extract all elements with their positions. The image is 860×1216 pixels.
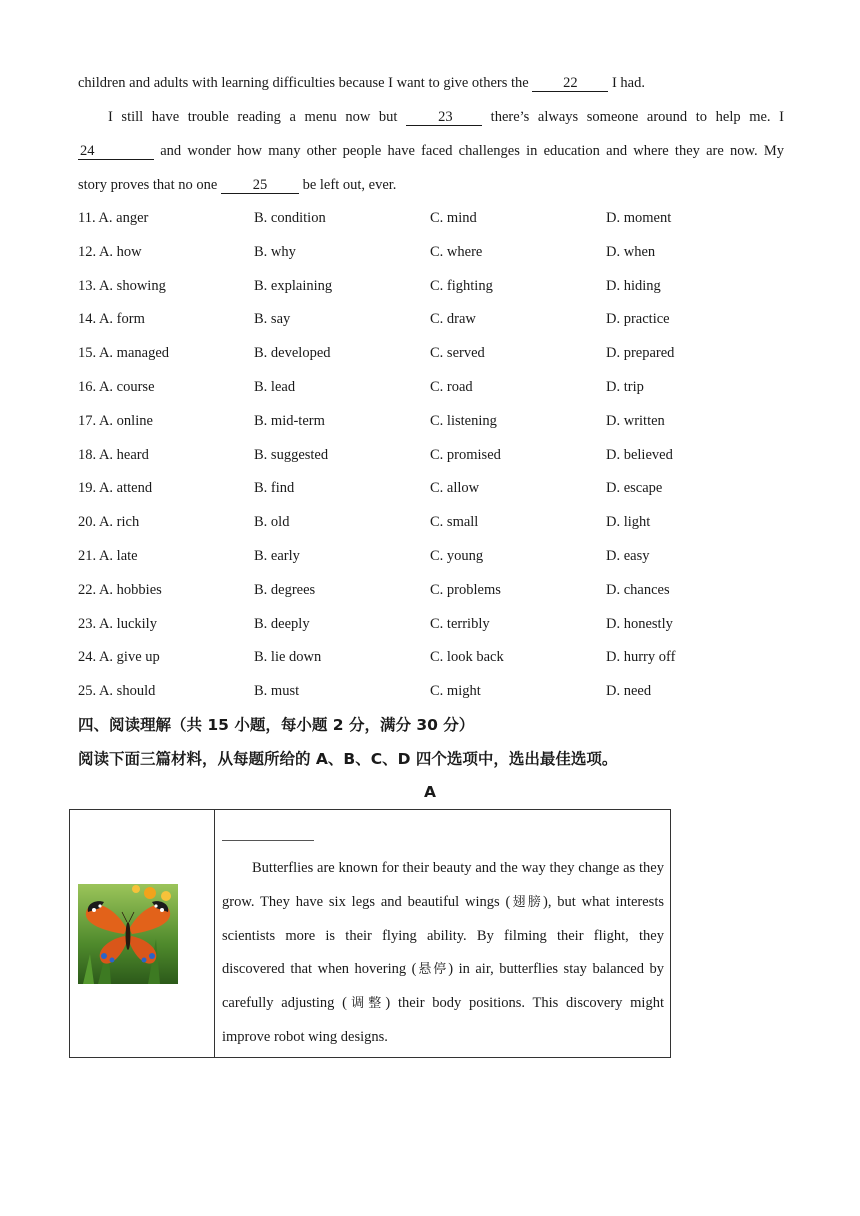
option-choice[interactable]: C. young	[430, 547, 484, 564]
option-choice[interactable]: C. look back	[430, 649, 504, 666]
option-choice[interactable]: C. mind	[430, 210, 477, 226]
question-options-row	[78, 269, 784, 303]
passage-paragraph-line	[78, 100, 784, 134]
blank-22[interactable]: 22	[532, 75, 608, 92]
question-options-row	[78, 640, 784, 674]
option-choice[interactable]: B. must	[254, 683, 300, 700]
question-options-row	[78, 302, 784, 336]
question-options-row	[78, 404, 784, 438]
option-choice[interactable]: 13. A. showing	[78, 277, 166, 294]
option-choice[interactable]: D. chances	[606, 581, 670, 598]
option-choice[interactable]: B. early	[254, 547, 300, 564]
option-choice[interactable]: 21. A. late	[78, 547, 138, 564]
option-choice[interactable]: B. degrees	[254, 581, 316, 598]
section-heading: 四、阅读理解（共 15 小题，每小题 2 分，满分 30 分）	[78, 716, 475, 734]
option-choice[interactable]: B. old	[254, 514, 290, 531]
section-instructions: 阅读下面三篇材料，从每题所给的 A、B、C、D 四个选项中，选出最佳选项。	[78, 750, 618, 768]
option-choice[interactable]: D. believed	[606, 446, 673, 463]
option-choice[interactable]: C. where	[430, 243, 483, 260]
option-choice[interactable]: C. terribly	[430, 615, 490, 632]
option-choice[interactable]: 19. A. attend	[78, 480, 153, 497]
option-choice[interactable]: D. easy	[606, 547, 650, 564]
option-choice[interactable]: D. moment	[606, 210, 672, 226]
table-divider	[214, 810, 215, 1057]
option-choice[interactable]: 14. A. form	[78, 311, 145, 328]
butterfly-image	[78, 884, 178, 984]
option-choice[interactable]: C. served	[430, 345, 485, 362]
option-choice[interactable]: C. promised	[430, 446, 501, 463]
question-options-row	[78, 370, 784, 404]
option-choice[interactable]: C. might	[430, 683, 481, 700]
text-segment: children and adults with learning difficulties because I want to give others the	[78, 75, 533, 91]
text-segment: be left out, ever.	[298, 177, 397, 193]
option-choice[interactable]: D. hiding	[606, 277, 661, 294]
option-choice[interactable]: C. road	[430, 378, 473, 395]
option-choice[interactable]: D. escape	[606, 480, 663, 497]
option-choice[interactable]: C. fighting	[430, 277, 493, 294]
option-choice[interactable]: D. practice	[606, 311, 670, 328]
option-choice[interactable]: D. honestly	[606, 615, 673, 632]
question-options-row	[78, 471, 784, 505]
question-options-row	[78, 336, 784, 370]
chinese-gloss: 调整	[347, 996, 386, 1012]
butterfly-passage	[222, 852, 664, 1055]
question-options-row	[78, 539, 784, 573]
text-segment: ) their body positions. This discovery might improve robot wing designs.	[222, 995, 664, 1045]
question-options-row	[78, 674, 784, 708]
text-segment: ), but what interests scientists more is their flying ability. By filming their flight, they discovered that when hovering (	[222, 893, 664, 978]
passage-paragraph-line	[78, 168, 784, 202]
blank-23[interactable]: 23	[406, 109, 482, 126]
question-options-row	[78, 438, 784, 472]
option-choice[interactable]: B. explaining	[254, 277, 333, 294]
question-options-row	[78, 201, 784, 235]
option-choice[interactable]: D. when	[606, 243, 656, 260]
text-segment: ) in air, butterflies stay balanced by carefully adjusting (	[222, 961, 664, 1012]
option-choice[interactable]: 12. A. how	[78, 243, 142, 260]
blank-25[interactable]: 25	[221, 177, 299, 194]
blank-24[interactable]: 24	[78, 143, 154, 160]
passage-title-blank	[222, 840, 314, 841]
option-choice[interactable]: B. condition	[254, 210, 326, 226]
option-choice[interactable]: 11. A. anger	[78, 210, 149, 226]
passage-paragraph-line	[78, 134, 784, 168]
option-choice[interactable]: 22. A. hobbies	[78, 581, 162, 598]
option-choice[interactable]: B. deeply	[254, 615, 310, 632]
text-segment: and wonder how many other people have faced challenges in education and where they are now. My	[154, 143, 784, 159]
passage-continuation-line	[78, 66, 784, 100]
question-options-row	[78, 505, 784, 539]
chinese-gloss: 翅膀	[510, 894, 543, 910]
option-choice[interactable]: C. small	[430, 514, 479, 531]
option-choice[interactable]: B. why	[254, 243, 296, 260]
passage-letter: A	[424, 783, 436, 801]
option-choice[interactable]: C. draw	[430, 311, 476, 328]
options-list	[78, 201, 784, 708]
option-choice[interactable]: B. lie down	[254, 649, 322, 666]
option-choice[interactable]: B. developed	[254, 345, 331, 362]
option-choice[interactable]: C. allow	[430, 480, 480, 497]
text-segment: story proves that no one	[78, 177, 221, 193]
option-choice[interactable]: 16. A. course	[78, 378, 155, 395]
option-choice[interactable]: B. lead	[254, 378, 296, 395]
text-segment: there’s always someone around to help me. I	[482, 109, 784, 125]
text-segment: Butterflies are known for their beauty and the way they change as they grow. They have six legs and beautiful wings (	[222, 860, 664, 910]
option-choice[interactable]: 17. A. online	[78, 412, 153, 429]
question-options-row	[78, 235, 784, 269]
option-choice[interactable]: D. hurry off	[606, 649, 676, 666]
chinese-gloss: 悬停	[416, 962, 449, 978]
option-choice[interactable]: B. mid-term	[254, 412, 325, 429]
question-options-row	[78, 607, 784, 641]
option-choice[interactable]: 24. A. give up	[78, 649, 160, 666]
option-choice[interactable]: 25. A. should	[78, 683, 156, 700]
option-choice[interactable]: B. find	[254, 480, 295, 497]
option-choice[interactable]: D. prepared	[606, 345, 675, 362]
option-choice[interactable]: D. light	[606, 514, 651, 531]
option-choice[interactable]: 23. A. luckily	[78, 615, 157, 632]
option-choice[interactable]: 20. A. rich	[78, 514, 140, 531]
text-segment: I had.	[608, 75, 645, 91]
option-choice[interactable]: B. say	[254, 311, 291, 328]
option-choice[interactable]: C. listening	[430, 412, 497, 429]
option-choice[interactable]: D. need	[606, 683, 652, 700]
text-segment: I still have trouble reading a menu now but	[108, 109, 407, 125]
option-choice[interactable]: C. problems	[430, 581, 501, 598]
option-choice[interactable]: B. suggested	[254, 446, 329, 463]
option-choice[interactable]: 15. A. managed	[78, 345, 170, 362]
option-choice[interactable]: D. written	[606, 412, 665, 429]
option-choice[interactable]: D. trip	[606, 378, 644, 395]
question-options-row	[78, 573, 784, 607]
option-choice[interactable]: 18. A. heard	[78, 446, 149, 463]
passage-table	[69, 809, 671, 1058]
